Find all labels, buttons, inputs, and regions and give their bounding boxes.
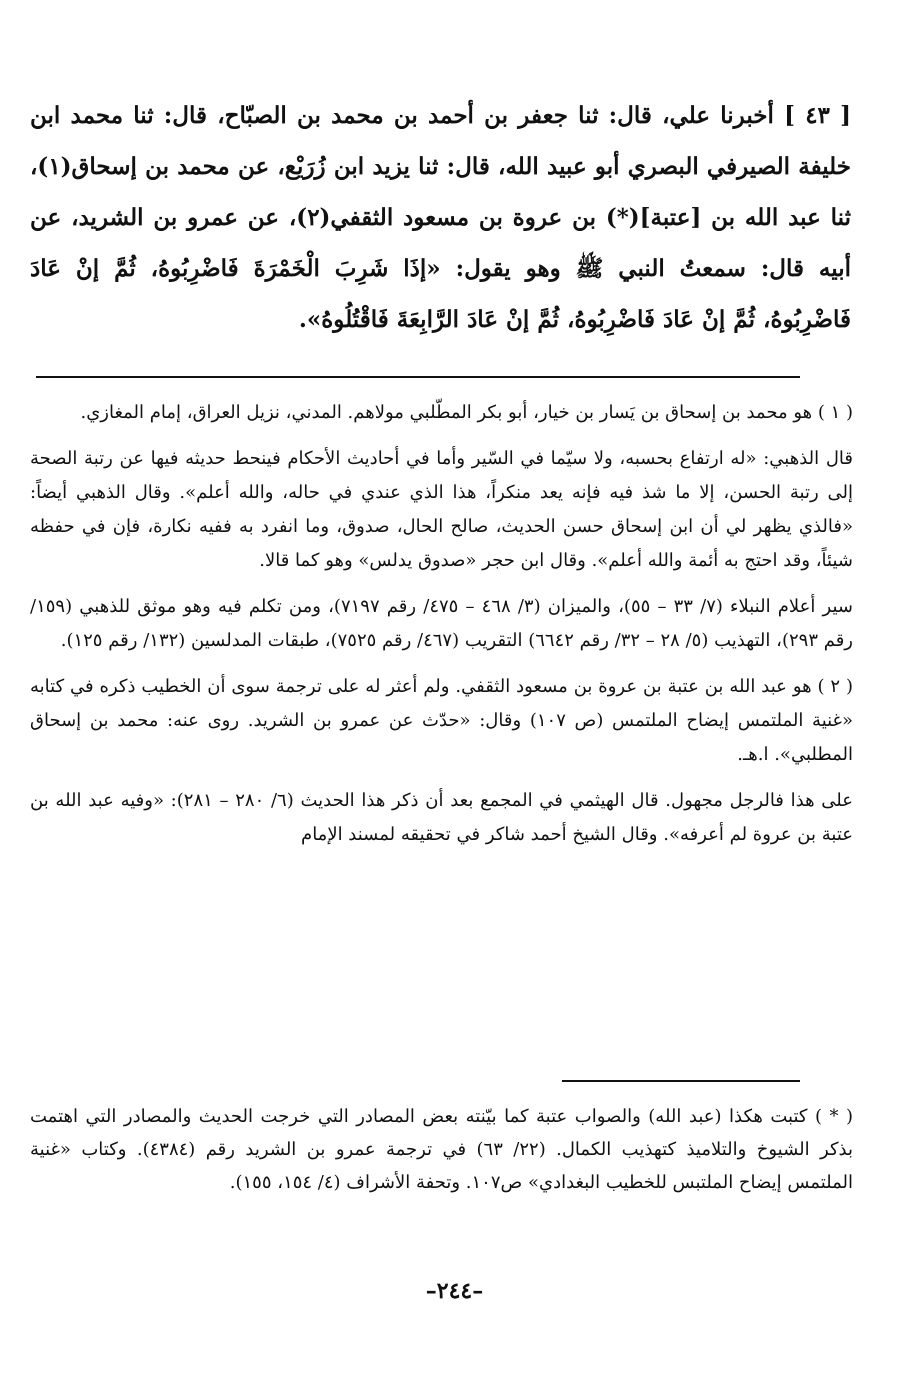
footnote-2: ( ٢ ) هو عبد الله بن عتبة بن عروة بن مسعود الثقفي. ولم أعثر له على ترجمة سوى أن الخطيب ذكره في كتابه «غنية الملتمس إيضاح الملتمس (ص ١٠٧) وقال: «حدّث عن عمرو بن الشريد. روى عنه: محمد بن إسحاق المطلبي». ا.هـ. xyxy=(30,676,853,765)
footnote-1-dhahabi: قال الذهبي: «له ارتفاع بحسبه، ولا سيّما في السّير وأما في أحاديث الأحكام فينحط حديثه فيها عن رتبة الصحة إلى رتبة الحسن، إلا ما شذ فيه فإنه يعد منكراً، هذا الذي عندي في حاله، والله أعلم». وقال الذهبي أيضاً: «فالذي يظهر لي أن ابن إسحاق حسن الحديث، صالح الحال، صدوق، وما انفرد به ففيه نكارة، فإن في حفظه شيئاً، وقد احتج به أئمة والله أعلم». وقال ابن حجر «صدوق يدلس» وهو كما قالا. xyxy=(30,448,853,571)
footnote-2-continued: على هذا فالرجل مجهول. قال الهيثمي في المجمع بعد أن ذكر هذا الحديث (٦/ ٢٨٠ – ٢٨١): «وفيه عبد الله بن عتبة بن عروة لم أعرفه». وقال الشيخ أحمد شاكر في تحقيقه لمسند الإمام xyxy=(30,790,853,845)
page-number: –٢٤٤– xyxy=(425,1278,484,1304)
star-footnote: ( * ) كتبت هكذا (عبد الله) والصواب عتبة كما بيّنته بعض المصادر التي خرجت الحديث والمصادر التي اهتمت بذكر الشيوخ والتلاميذ كتهذيب الكمال. (٢٢/ ٦٣) في ترجمة عمرو بن الشريد رقم (٤٣٨٤). وكتاب «غنية الملتمس إيضاح الملتبس للخطيب البغدادي» ص١٠٧. وتحفة الأشراف (٤/ ١٥٤، ١٥٥). xyxy=(30,1106,853,1193)
hadith-text xyxy=(30,90,851,345)
hadith-paragraph: [ ٤٣ ] أخبرنا علي، قال: ثنا جعفر بن أحمد بن محمد بن الصبّاح، قال: ثنا محمد ابن خليفة الصيرفي البصري أبو عبيد الله، قال: ثنا يزيد ابن زُرَيْع، عن محمد بن إسحاق(١)، ثنا عبد الله بن [عتبة](*) بن عروة بن مسعود الثقفي(٢)، عن عمرو بن الشريد، عن أبيه قال: سمعتُ النبي ﷺ وهو يقول: «إذَا شَرِبَ الْخَمْرَةَ فَاضْرِبُوهُ، ثُمَّ إنْ عَادَ فَاضْرِبُوهُ، ثُمَّ إنْ عَادَ فَاضْرِبُوهُ، ثُمَّ إنْ عَادَ الرَّابِعَةَ فَاقْتُلُوهُ». xyxy=(30,102,851,333)
footnote-1: ( ١ ) هو محمد بن إسحاق بن يَسار بن خيار، أبو بكر المطّلبي مولاهم. المدني، نزيل العراق، إمام المغازي. xyxy=(80,402,853,423)
footnote-1-sources: سير أعلام النبلاء (٧/ ٣٣ – ٥٥)، والميزان (٣/ ٤٦٨ – ٤٧٥/ رقم ٧١٩٧)، ومن تكلم فيه وهو موثق للذهبي (١٥٩/ رقم ٢٩٣)، التهذيب (٥/ ٢٨ – ٣٢/ رقم ٦٦٤٢) التقريب (٤٦٧/ رقم ٧٥٢٥)، طبقات المدلسين (١٣٢/ رقم ١٢٥). xyxy=(30,596,853,651)
footnote-divider xyxy=(36,376,800,378)
footnotes xyxy=(30,396,853,864)
star-footnote-divider xyxy=(562,1080,800,1082)
